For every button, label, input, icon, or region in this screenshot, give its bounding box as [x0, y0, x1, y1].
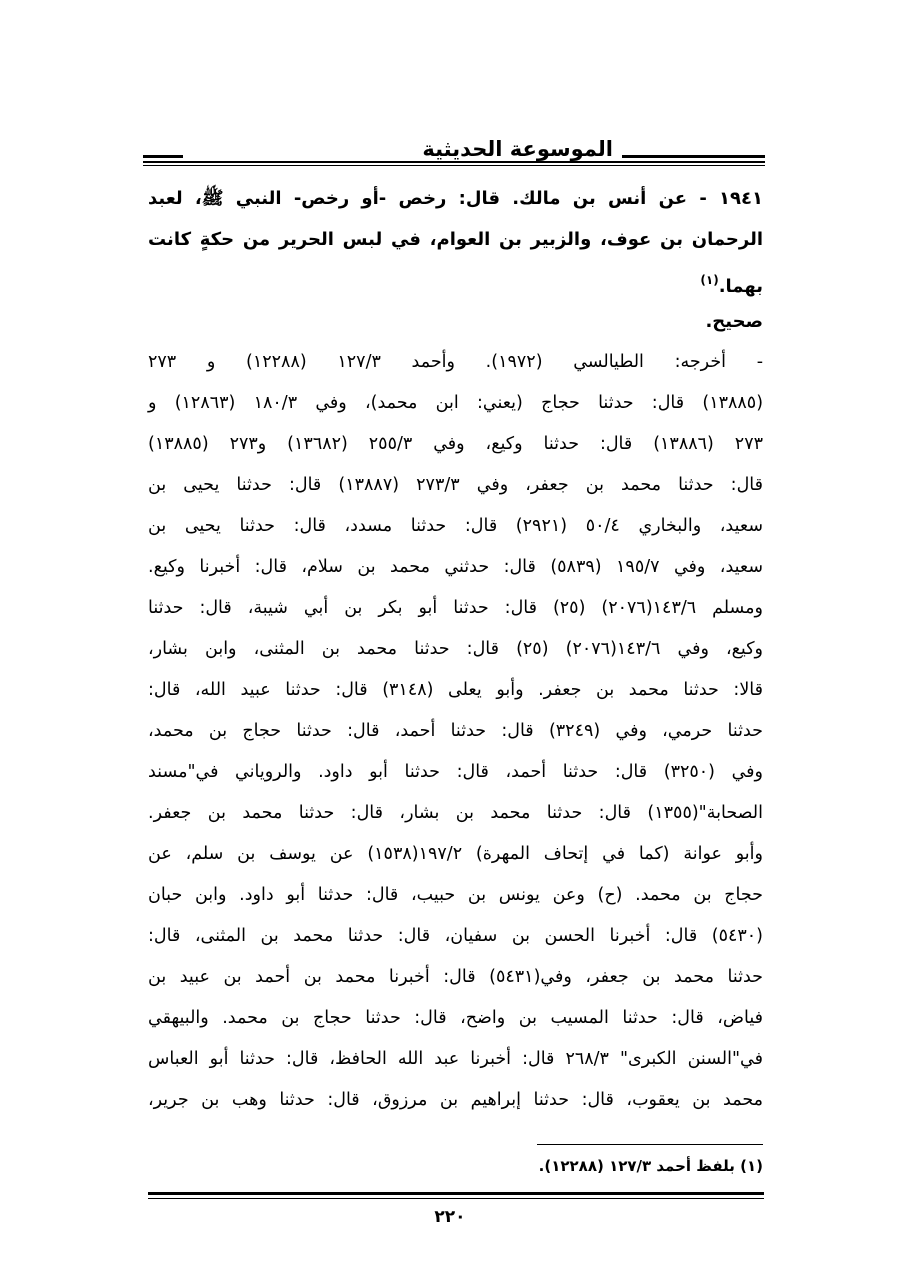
footnote-separator [537, 1144, 763, 1145]
hadith-grade: صحيح. [705, 311, 763, 332]
takhrij-line: محمد بن يعقوب، قال: حدثنا إبراهيم بن مرزوق، قال: حدثنا وهب بن جرير، [148, 1090, 763, 1110]
header-double-rule [143, 161, 765, 166]
takhrij-line: (٥٤٣٠) قال: أخبرنا الحسن بن سفيان، قال: حدثنا محمد بن المثنى، قال: [148, 926, 763, 946]
takhrij-line: (١٣٨٨٥) قال: حدثنا حجاج (يعني: ابن محمد)، وفي ١٨٠/٣ (١٢٨٦٣) و [148, 393, 764, 413]
takhrij-line: حدثنا محمد بن جعفر، وفي(٥٤٣١) قال: أخبرنا محمد بن أحمد بن عبيد بن [148, 967, 763, 987]
takhrij-line: قالا: حدثنا محمد بن جعفر. وأبو يعلى (٣١٤٨) قال: حدثنا عبيد الله، قال: [148, 680, 763, 700]
takhrij-line: ومسلم ١٤٣/٦(٢٠٧٦) (٢٥) قال: حدثنا أبو بكر بن أبي شيبة، قال: حدثنا [148, 598, 763, 618]
takhrij-line: - أخرجه: الطيالسي (١٩٧٢). وأحمد ١٢٧/٣ (١٢٢٨٨) و ٢٧٣ [148, 352, 764, 372]
page-header [143, 133, 765, 169]
takhrij-line: وأبو عوانة (كما في إتحاف المهرة) ١٩٧/٢(١٥٣٨) عن يوسف بن سلم، عن [148, 844, 763, 864]
hadith-line: الرحمان بن عوف، والزبير بن العوام، في لبس الحرير من حكةٍ كانت [148, 229, 763, 250]
takhrij-line: سعيد، وفي ١٩٥/٧ (٥٨٣٩) قال: حدثني محمد بن سلام، قال: أخبرنا وكيع. [148, 557, 764, 577]
header-rule-right [622, 155, 765, 158]
takhrij-line: حجاج بن محمد. (ح) وعن يونس بن حبيب، قال: حدثنا أبو داود. وابن حبان [148, 885, 763, 905]
hadith-line-text: بهما. [718, 276, 763, 297]
takhrij-line: فياض، قال: حدثنا المسيب بن واضح، قال: حدثنا حجاج بن محمد. والبيهقي [148, 1008, 763, 1028]
takhrij-line: قال: حدثنا محمد بن جعفر، وفي ٢٧٣/٣ (١٣٨٨٧) قال: حدثنا يحيى بن [148, 475, 763, 495]
footer-rule [148, 1192, 764, 1199]
takhrij-line: سعيد، والبخاري ٥٠/٤ (٢٩٢١) قال: حدثنا مسدد، قال: حدثنا يحيى بن [148, 516, 763, 536]
takhrij-line: الصحابة"(١٣٥٥) قال: حدثنا محمد بن بشار، قال: حدثنا محمد بن جعفر. [148, 803, 763, 823]
page-number: ٢٢٠ [434, 1207, 466, 1227]
main-text [148, 178, 763, 1121]
header-rule-left [143, 155, 183, 158]
takhrij-line: ٢٧٣ (١٣٨٨٦) قال: حدثنا وكيع، وفي ٢٥٥/٣ (١٣٦٨٢) و٢٧٣ (١٣٨٨٥) [148, 434, 763, 454]
header-title: الموسوعة الحديثية [422, 137, 613, 161]
footnote-ref: (١) [700, 273, 719, 287]
takhrij-line: في"السنن الكبرى" ٢٦٨/٣ قال: أخبرنا عبد الله الحافظ، قال: حدثنا أبو العباس [148, 1049, 763, 1069]
takhrij-line: حدثنا حرمي، وفي (٣٢٤٩) قال: حدثنا أحمد، قال: حدثنا حجاج بن محمد، [148, 721, 763, 741]
takhrij-line: وفي (٣٢٥٠) قال: حدثنا أحمد، قال: حدثنا أبو داود. والروياني في"مسند [148, 762, 764, 782]
hadith-line: ١٩٤١ - عن أنس بن مالك. قال: رخص -أو رخص- النبي ﷺ، لعبد [148, 188, 763, 209]
takhrij-line: وكيع، وفي ١٤٣/٦(٢٠٧٦) (٢٥) قال: حدثنا محمد بن المثنى، وابن بشار، [148, 639, 764, 659]
footnote: (١) بلفظ أحمد ١٢٧/٣ (١٢٢٨٨). [538, 1157, 763, 1175]
hadith-line-end [148, 260, 763, 301]
